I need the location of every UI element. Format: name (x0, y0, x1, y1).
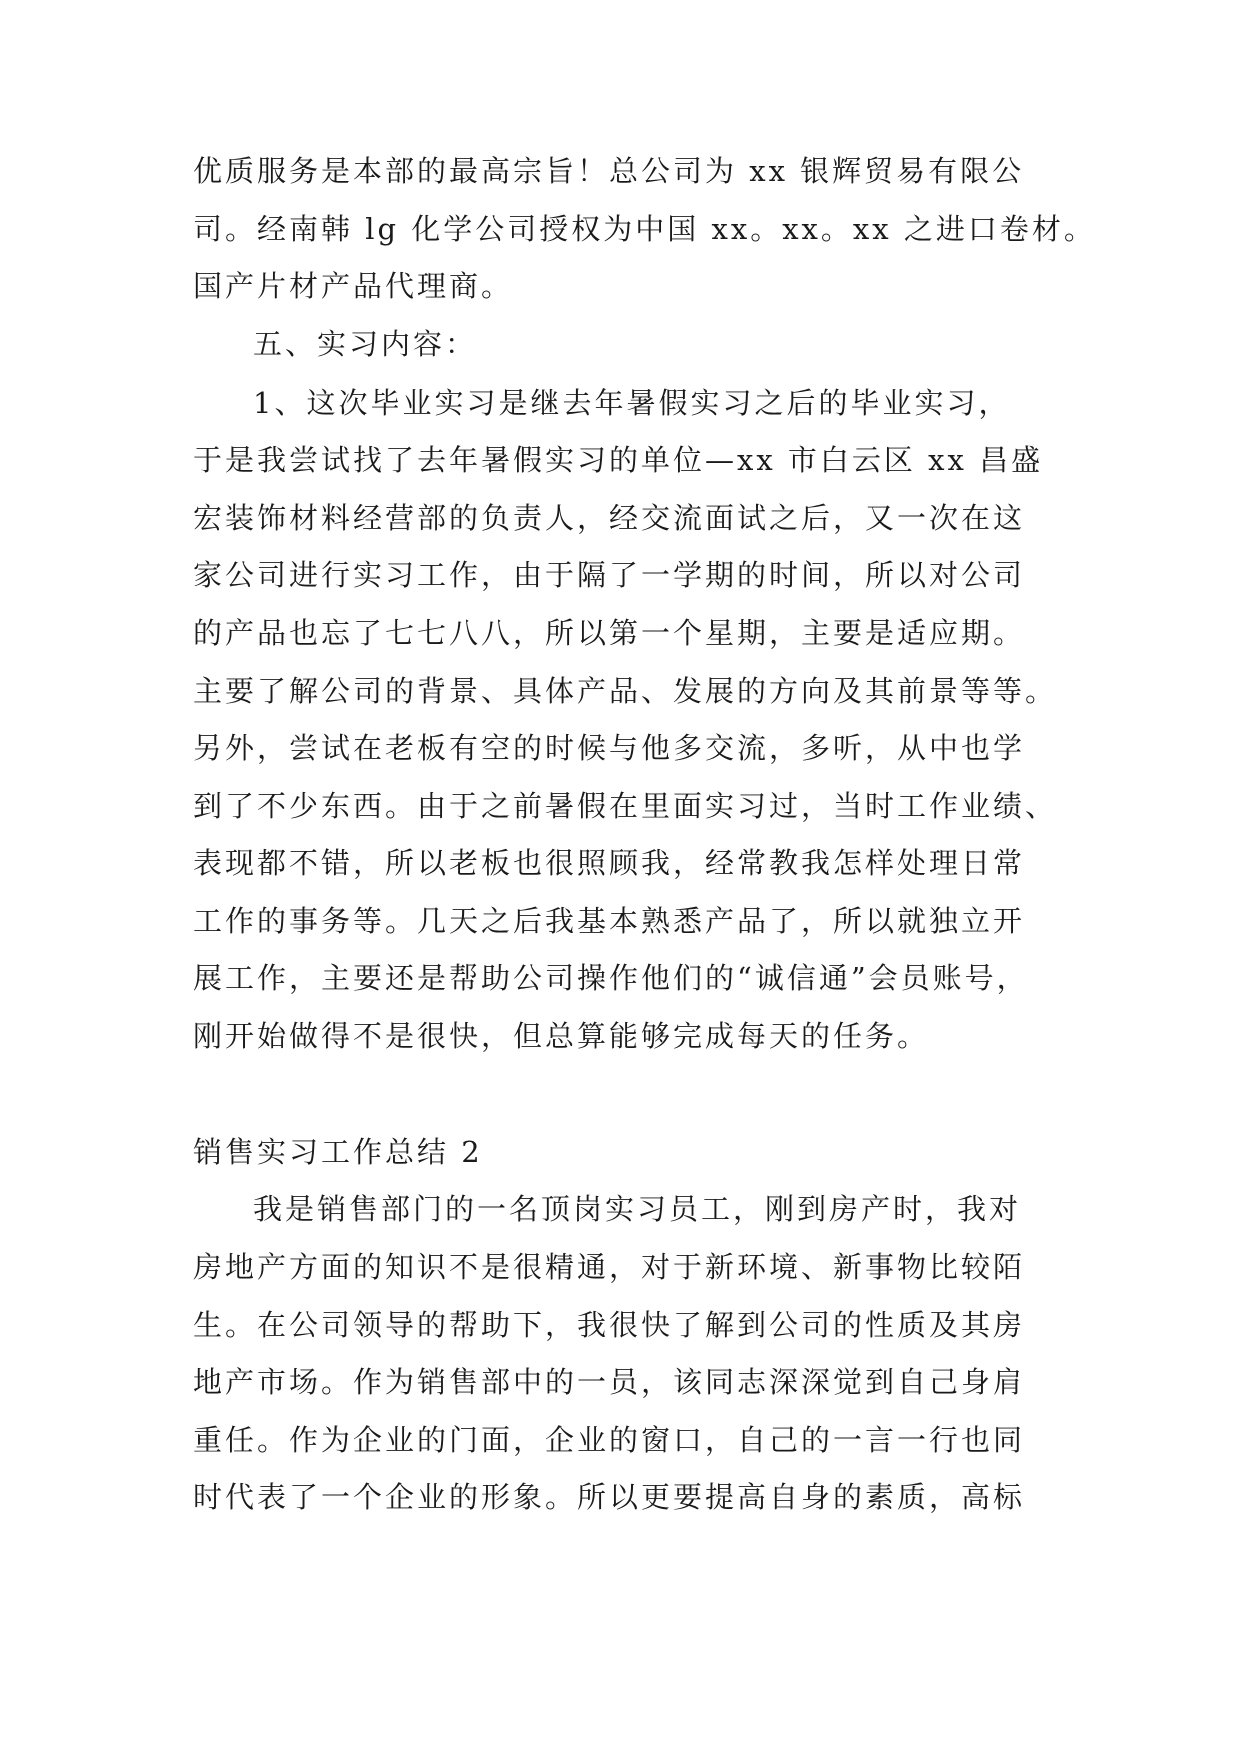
paragraph-line: 主要了解公司的背景、具体产品、发展的方向及其前景等等。 (193, 674, 1058, 708)
paragraph-line: 家公司进行实习工作，由于隔了一学期的时间，所以对公司 (193, 558, 1026, 592)
paragraph-line: 优质服务是本部的最高宗旨！总公司为 xx 银辉贸易有限公 (193, 154, 1025, 188)
paragraph-line: 另外，尝试在老板有空的时候与他多交流，多听，从中也学 (193, 731, 1026, 765)
paragraph-line: 国产片材产品代理商。 (193, 269, 514, 303)
paragraph-line: 工作的事务等。几天之后我基本熟悉产品了，所以就独立开 (193, 904, 1026, 938)
paragraph-line: 的产品也忘了七七八八，所以第一个星期，主要是适应期。 (193, 616, 1026, 650)
paragraph-line: 地产市场。作为销售部中的一员，该同志深深觉到自己身肩 (193, 1365, 1026, 1399)
paragraph-line: 重任。作为企业的门面，企业的窗口，自己的一言一行也同 (193, 1423, 1026, 1457)
paragraph-line: 房地产方面的知识不是很精通，对于新环境、新事物比较陌 (193, 1250, 1026, 1284)
paragraph-line: 于是我尝试找了去年暑假实习的单位—xx 市白云区 xx 昌盛 (193, 443, 1044, 477)
paragraph-line: 时代表了一个企业的形象。所以更要提高自身的素质，高标 (193, 1480, 1026, 1514)
paragraph-line: 生。在公司领导的帮助下，我很快了解到公司的性质及其房 (193, 1308, 1026, 1342)
section-heading: 五、实习内容： (253, 327, 478, 361)
paragraph-line: 刚开始做得不是很快，但总算能够完成每天的任务。 (193, 1019, 930, 1053)
paragraph-line: 我是销售部门的一名顶岗实习员工，刚到房产时，我对 (253, 1192, 1022, 1226)
section-title: 销售实习工作总结 2 (193, 1135, 483, 1169)
paragraph-line: 展工作，主要还是帮助公司操作他们的“诚信通”会员账号， (193, 961, 1029, 995)
paragraph-line: 表现都不错，所以老板也很照顾我，经常教我怎样处理日常 (193, 846, 1026, 880)
paragraph-line: 1、这次毕业实习是继去年暑假实习之后的毕业实习， (253, 386, 1011, 420)
paragraph-line: 宏装饰材料经营部的负责人，经交流面试之后，又一次在这 (193, 501, 1026, 535)
paragraph-line: 司。经南韩 lg 化学公司授权为中国 xx。xx。xx 之进口卷材。 (193, 212, 1096, 246)
paragraph-line: 到了不少东西。由于之前暑假在里面实习过，当时工作业绩、 (193, 789, 1058, 823)
